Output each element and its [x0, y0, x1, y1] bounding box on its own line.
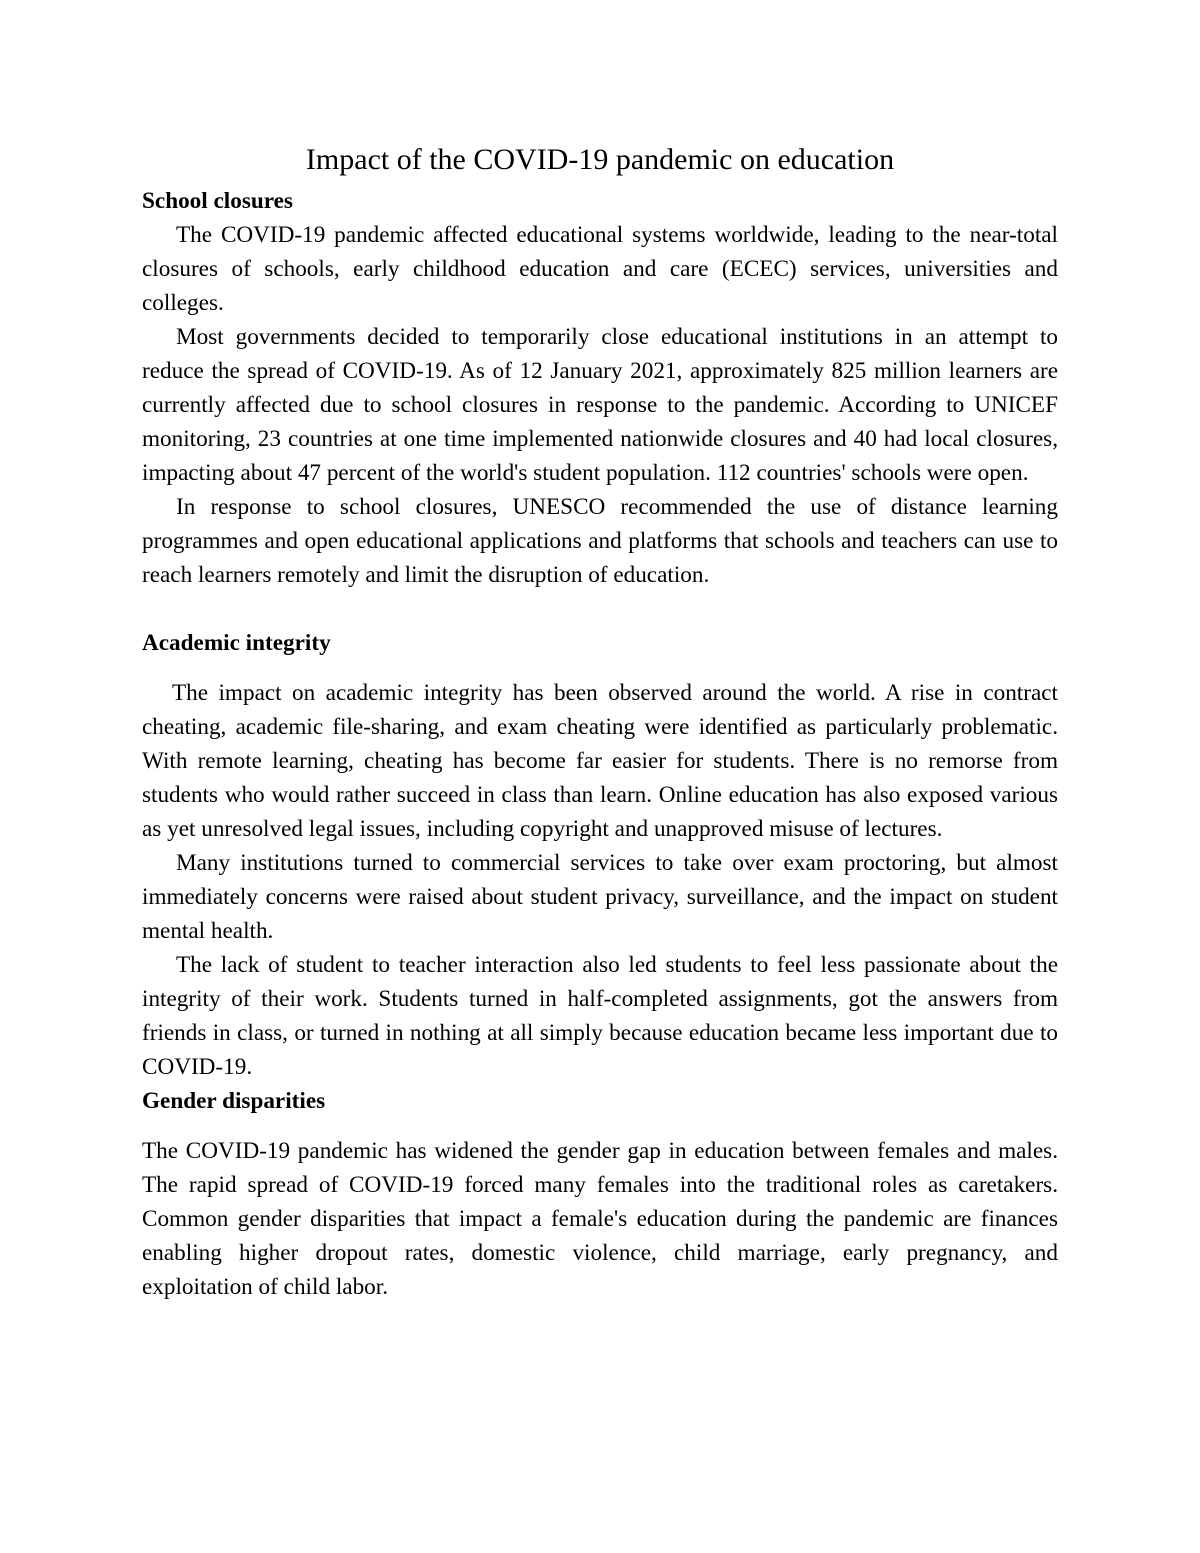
section-heading-academic-integrity: Academic integrity [142, 630, 331, 656]
paragraph: Most governments decided to temporarily close educational institutions in an attempt to reduce the spread of COVID-19. As of 12 January 2021, approximately 825 million learners are currently affected due to school closures in response to the pandemic. According to UNICEF monitoring, 23 countries at one time implemented nationwide closures and 40 had local closures, impacting about 47 percent of the world's student population. 112 countries' schools were open. [142, 324, 1058, 486]
paragraph: The lack of student to teacher interaction also led students to feel less passionate about the integrity of their work. Students turned in half-completed assignments, got the answers from friends in class, or turned in nothing at all simply because education became less important due to COVID-19. [142, 952, 1058, 1080]
section-heading-school-closures: School closures [142, 188, 293, 214]
paragraph: Many institutions turned to commercial services to take over exam proctoring, but almost immediately concerns were raised about student privacy, surveillance, and the impact on student mental health. [142, 850, 1058, 944]
paragraph: The COVID-19 pandemic affected educational systems worldwide, leading to the near-total closures of schools, early childhood education and care (ECEC) services, universities and colleges. [142, 222, 1058, 316]
paragraph: The impact on academic integrity has been observed around the world. A rise in contract cheating, academic file-sharing, and exam cheating were identified as particularly problematic. With remote learning, cheating has become far easier for students. There is no remorse from students who would rather succeed in class than learn. Online education has also exposed various as yet unresolved legal issues, including copyright and unapproved misuse of lectures. [142, 680, 1058, 842]
paragraph: The COVID-19 pandemic has widened the gender gap in education between females and males. The rapid spread of COVID-19 forced many females into the traditional roles as caretakers. Common gender disparities that impact a female's education during the pandemic are finances enabling higher dropout rates, domestic violence, child marriage, early pregnancy, and exploitation of child labor. [142, 1138, 1058, 1300]
document-page [142, 140, 1058, 1304]
paragraph: In response to school closures, UNESCO recommended the use of distance learning programmes and open educational applications and platforms that schools and teachers can use to reach learners remotely and limit the disruption of education. [142, 494, 1058, 588]
section-heading-gender-disparities: Gender disparities [142, 1088, 326, 1114]
document-title: Impact of the COVID-19 pandemic on education [305, 143, 895, 176]
